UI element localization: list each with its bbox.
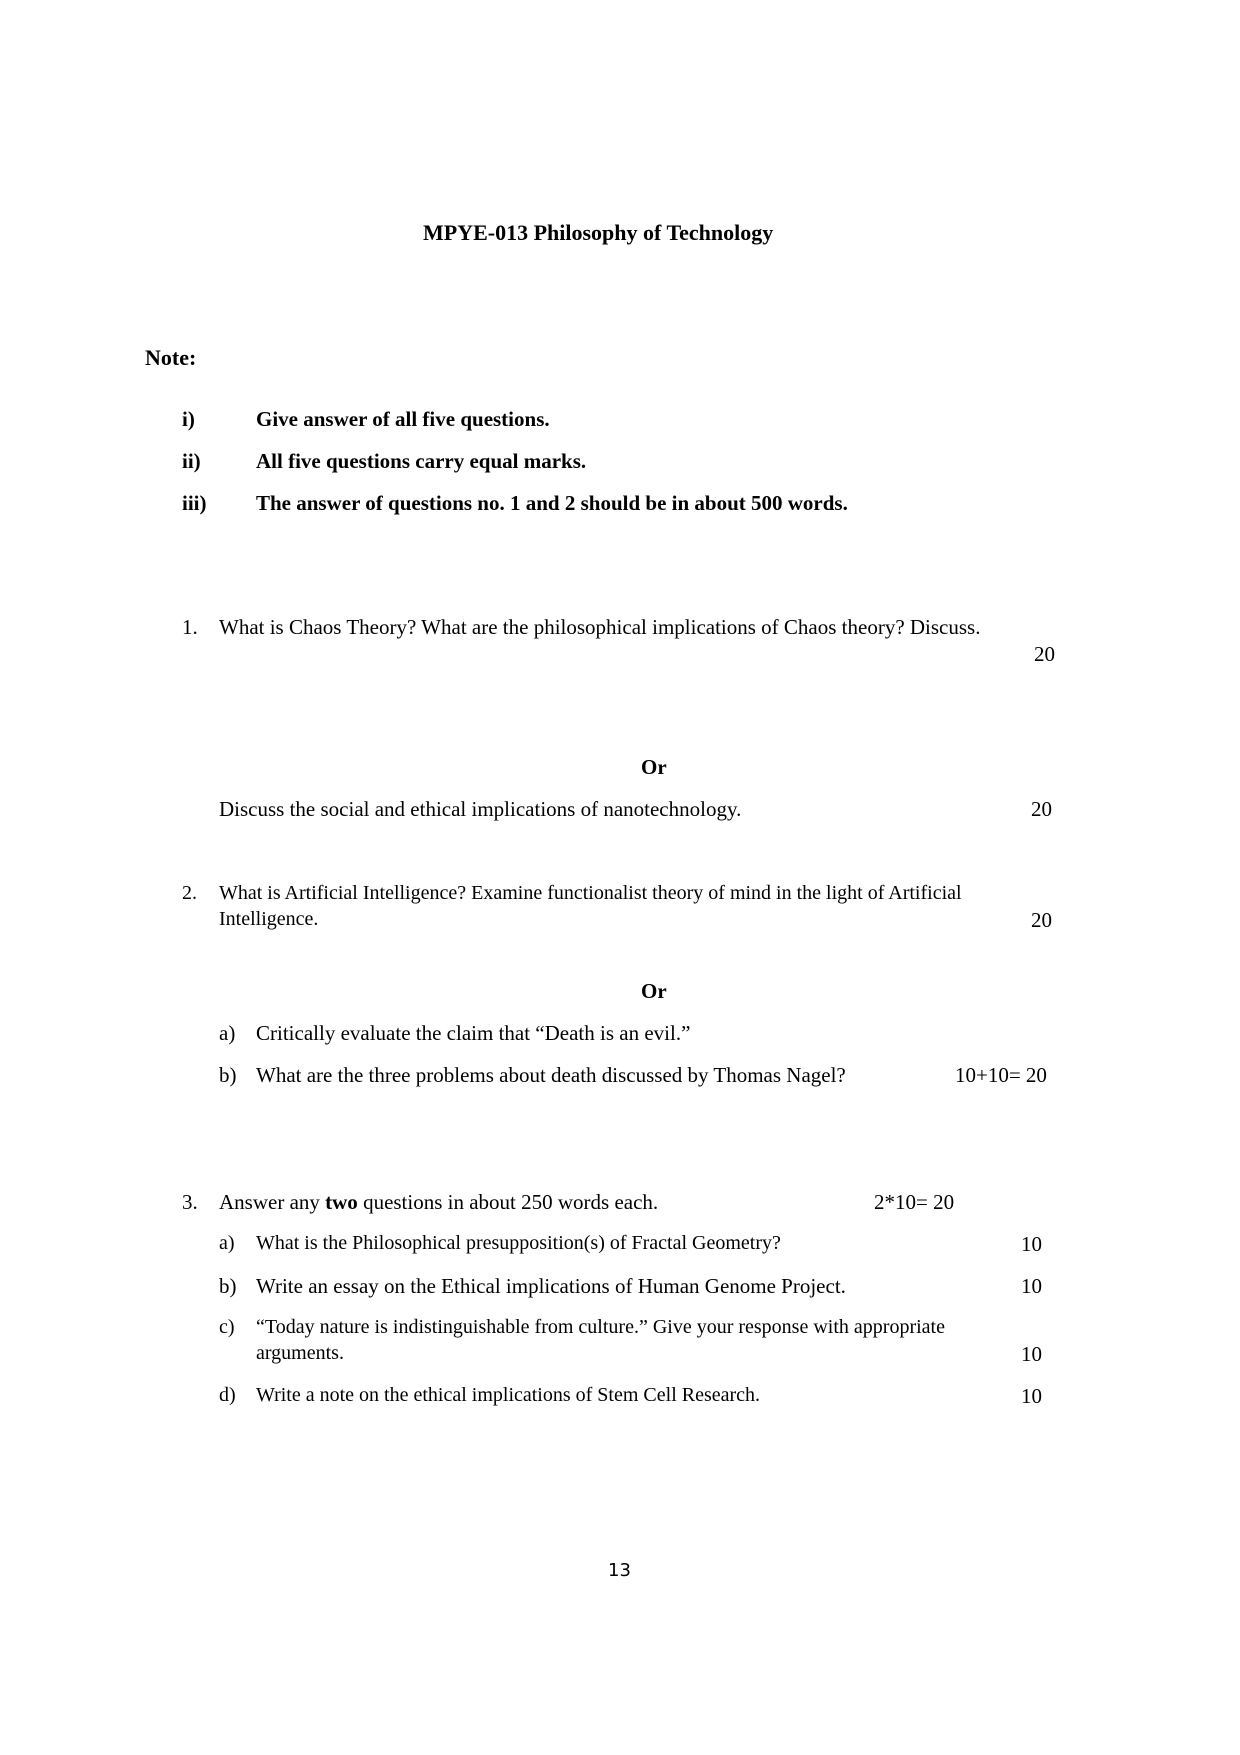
page-title: MPYE-013 Philosophy of Technology xyxy=(423,220,774,245)
note-label: Note: xyxy=(145,345,197,370)
question-text-end: questions in about 250 words each. xyxy=(357,1190,659,1214)
question-marks: 20 xyxy=(1031,908,1052,932)
note-item-text: The answer of questions no. 1 and 2 should be in about 500 words. xyxy=(256,491,848,515)
sub-question-label: d) xyxy=(219,1384,236,1406)
sub-question-text: “Today nature is indistinguishable from culture.” Give your response with appropriate xyxy=(256,1316,945,1338)
sub-question-marks: 10 xyxy=(1021,1342,1042,1366)
sub-question-label: a) xyxy=(219,1021,236,1045)
or-separator: Or xyxy=(641,755,667,779)
question-number: 3. xyxy=(182,1190,198,1214)
note-item-text: All five questions carry equal marks. xyxy=(256,449,587,473)
question-marks: 2*10= 20 xyxy=(874,1190,955,1214)
question-text-emphasis: two xyxy=(325,1190,358,1214)
note-item-number: ii) xyxy=(182,449,201,473)
question-text: What is Chaos Theory? What are the philosophical implications of Chaos theory? Discuss. xyxy=(219,615,981,639)
sub-question-marks: 10+10= 20 xyxy=(955,1063,1047,1087)
alternative-question-text: Discuss the social and ethical implications of nanotechnology. xyxy=(219,797,742,821)
sub-question-text: What is the Philosophical presupposition(s) of Fractal Geometry? xyxy=(256,1232,781,1254)
sub-question-marks: 10 xyxy=(1021,1274,1042,1298)
or-separator: Or xyxy=(641,979,667,1003)
question-text: What is Artificial Intelligence? Examine functionalist theory of mind in the light of Artificial xyxy=(219,882,962,904)
page-number: 13 xyxy=(608,1560,631,1581)
sub-question-marks: 10 xyxy=(1021,1232,1042,1256)
sub-question-label: a) xyxy=(219,1232,235,1254)
question-marks: 20 xyxy=(1034,642,1055,666)
sub-question-label: b) xyxy=(219,1063,237,1087)
sub-question-text: What are the three problems about death discussed by Thomas Nagel? xyxy=(256,1063,846,1087)
sub-question-text: Write an essay on the Ethical implications of Human Genome Project. xyxy=(256,1274,846,1298)
question-text-continued: Intelligence. xyxy=(219,908,319,930)
sub-question-label: c) xyxy=(219,1316,235,1338)
sub-question-text-continued: arguments. xyxy=(256,1342,344,1364)
note-item-text: Give answer of all five questions. xyxy=(256,407,550,431)
sub-question-label: b) xyxy=(219,1274,237,1298)
note-item-number: iii) xyxy=(182,491,207,515)
question-text-start: Answer any xyxy=(219,1190,326,1214)
question-number: 2. xyxy=(182,882,197,904)
note-item-number: i) xyxy=(182,407,195,431)
sub-question-marks: 10 xyxy=(1021,1384,1042,1408)
sub-question-text: Write a note on the ethical implications of Stem Cell Research. xyxy=(256,1384,761,1406)
alternative-question-marks: 20 xyxy=(1031,797,1052,821)
question-text xyxy=(219,1190,658,1215)
sub-question-text: Critically evaluate the claim that “Death is an evil.” xyxy=(256,1021,691,1045)
question-number: 1. xyxy=(182,615,198,639)
